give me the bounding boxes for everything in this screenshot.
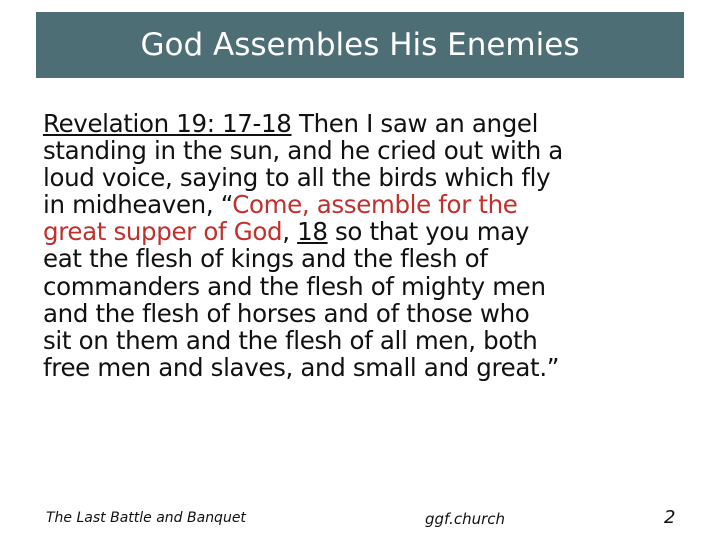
passage-text: in midheaven, “: [43, 190, 233, 220]
verse-number: 18: [297, 217, 328, 247]
passage-line-3: loud voice, saying to all the birds which fly: [43, 163, 551, 193]
passage-line-10: free men and slaves, and small and great.”: [43, 352, 560, 382]
page-number: 2: [664, 507, 676, 528]
footer-website: ggf.church: [425, 510, 506, 528]
passage-line-2: standing in the sun, and he cried out with a: [43, 136, 563, 166]
highlighted-quote: Come, assemble for the: [232, 190, 518, 220]
scripture-passage: [43, 110, 693, 381]
verse-reference: Revelation 19: 17-18: [43, 109, 292, 138]
passage-line-9: sit on them and the flesh of all men, both: [43, 325, 538, 355]
passage-line-1: [43, 110, 693, 137]
slide-title: God Assembles His Enemies: [140, 27, 580, 63]
highlighted-quote: great supper of God: [43, 217, 283, 247]
passage-line-5: [43, 218, 693, 245]
passage-text: ,: [282, 217, 298, 247]
passage-text: Then I saw an angel: [291, 109, 539, 138]
footer-title: The Last Battle and Banquet: [46, 510, 246, 526]
passage-line-6: eat the flesh of kings and the flesh of: [43, 244, 488, 274]
title-bar: [36, 12, 684, 78]
passage-text: so that you may: [327, 217, 530, 247]
passage-line-4: [43, 191, 693, 218]
passage-line-8: and the flesh of horses and of those who: [43, 298, 530, 328]
passage-line-7: commanders and the flesh of mighty men: [43, 271, 546, 301]
